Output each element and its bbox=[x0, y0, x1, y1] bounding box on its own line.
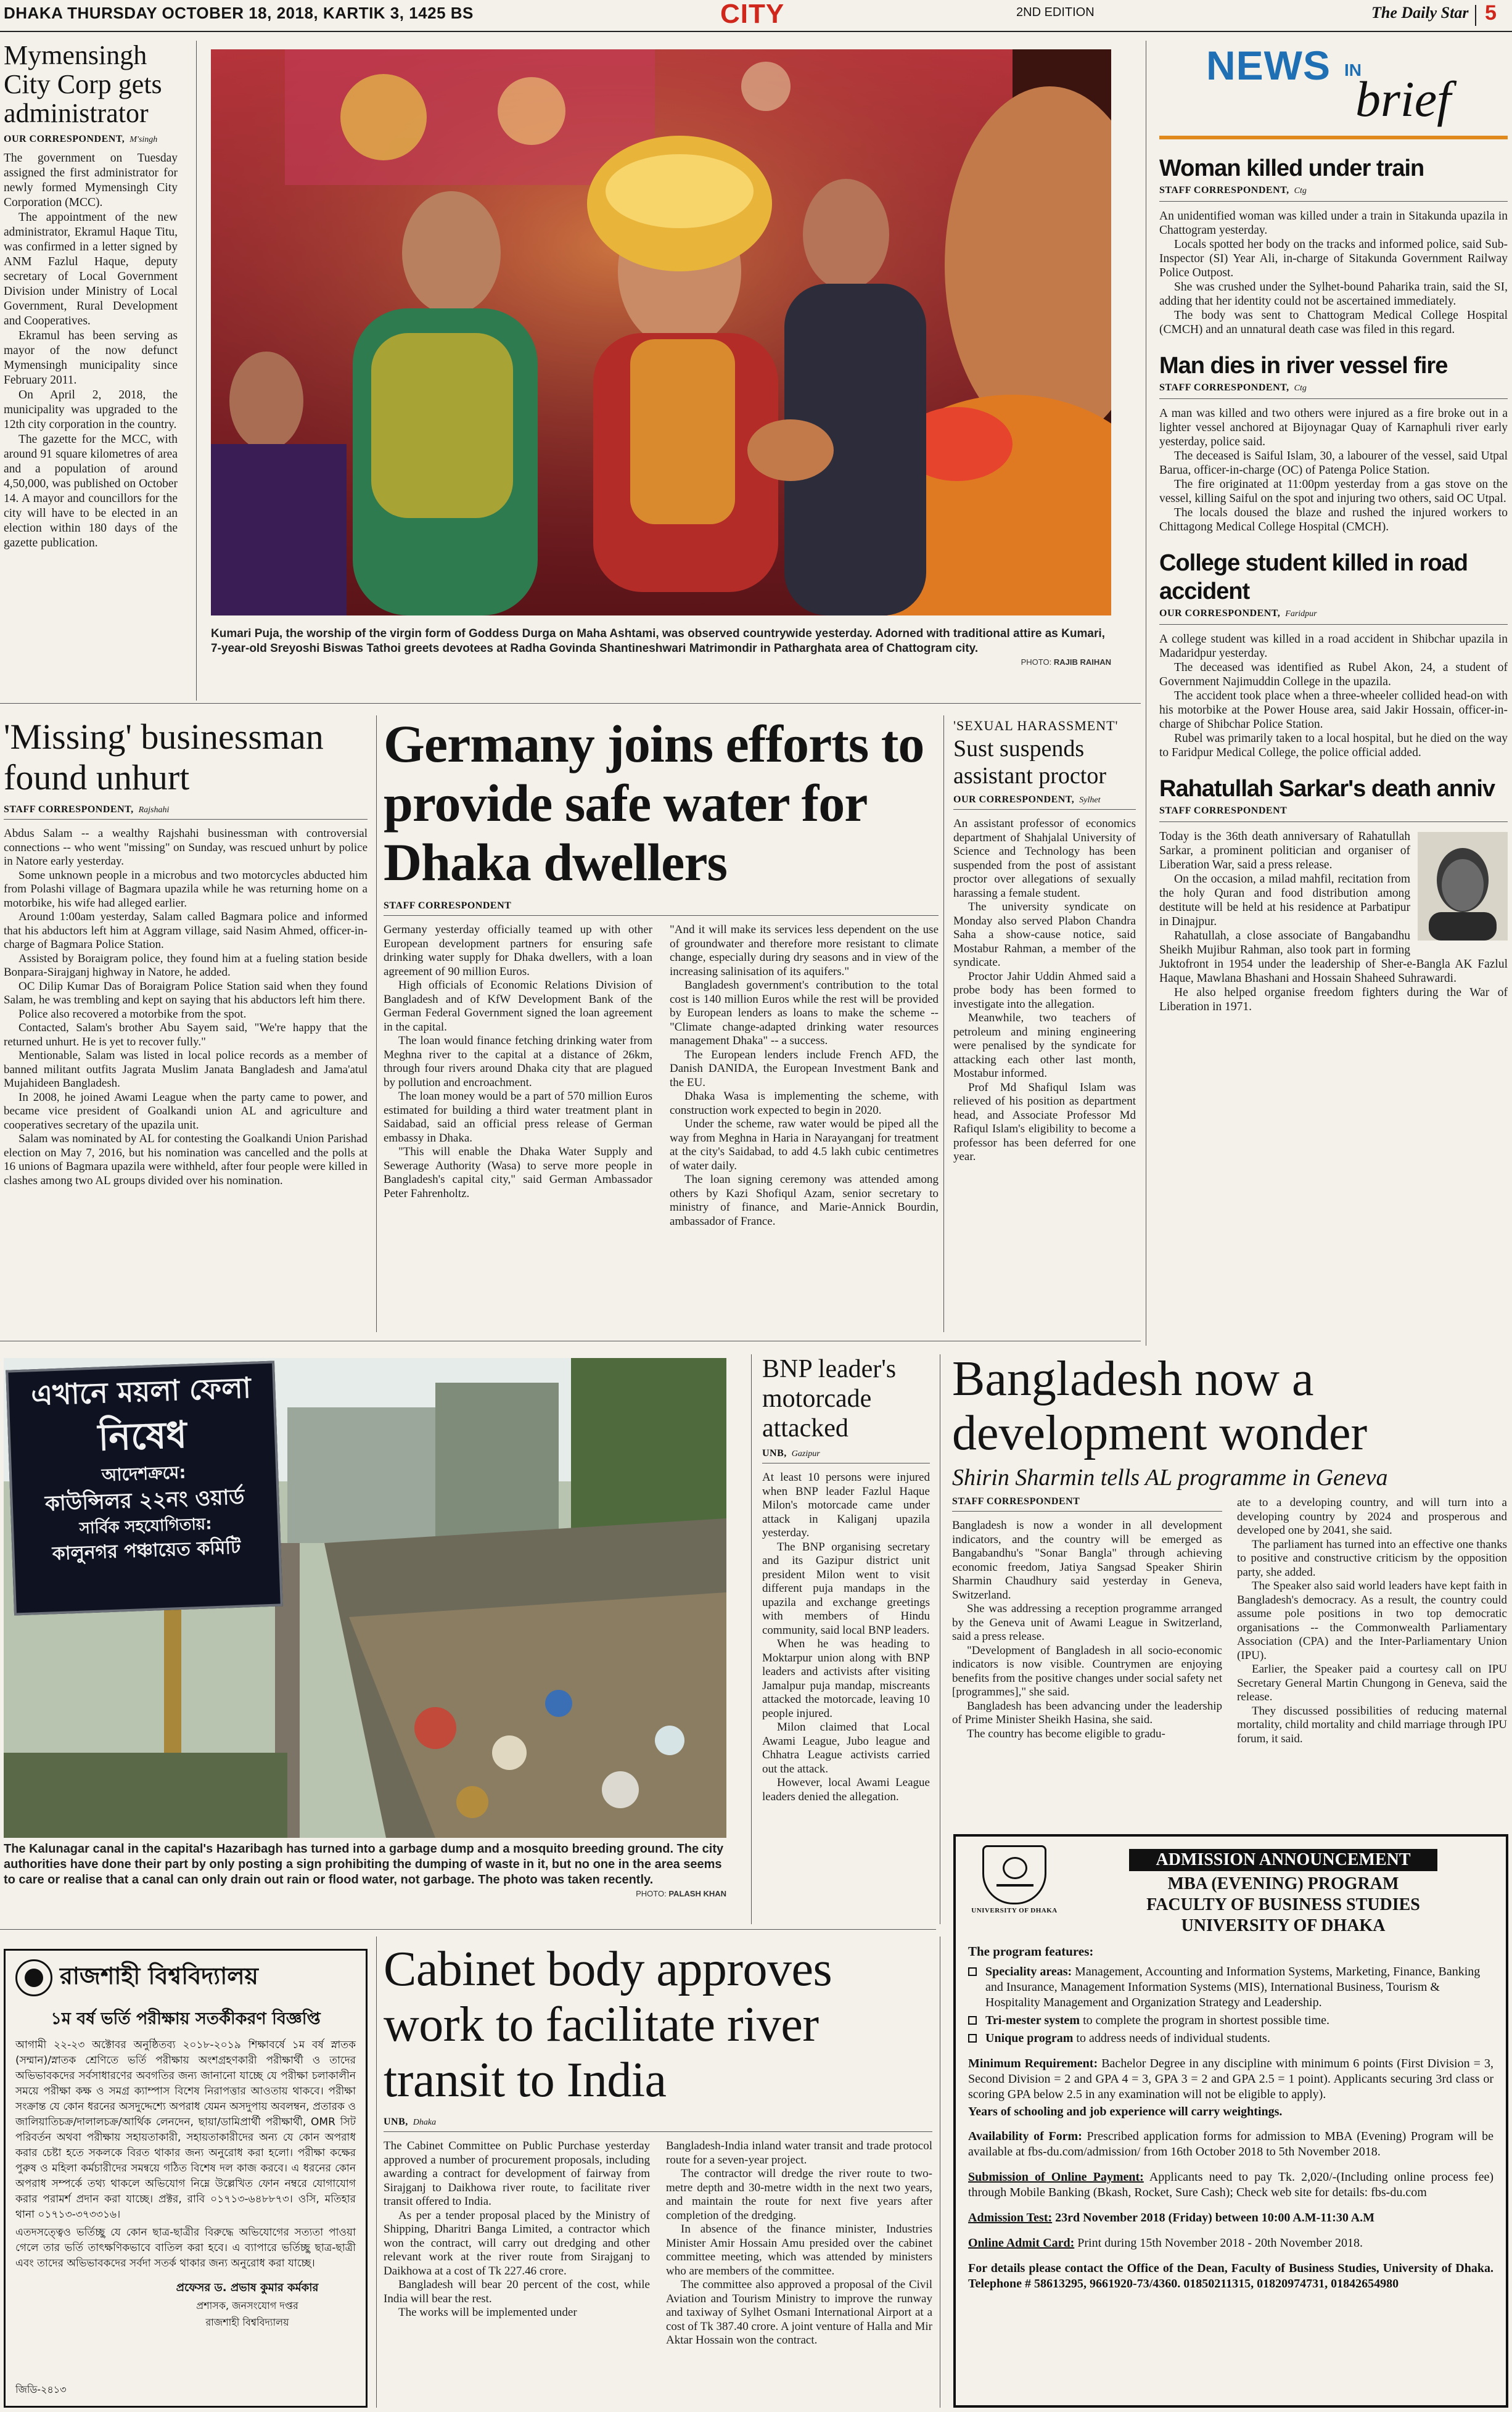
article-body: At least 10 persons were injured when BNP leader Fazlul Haque Milon's motorcade came under attack in Kaliganj upazila yesterday. The BNP organising secretary and its Gazipur district unit president Milon went to visit different puja mandaps in the upazila and exchange greetings with members of Hindu community, said local BNP leaders. When he was heading to Moktarpur union along with BNP leaders and activists after visiting Jamalpur puja mandap, miscreants attacked the motorcade, leaving 10 people injured. Milon claimed that Local Awami League, Jubo league and Chhatra League activists carried out the attack. However, local Awami League leaders denied the allegation. bbox=[762, 1471, 930, 1803]
sign-text: কালুনগর পঞ্চায়েত কমিটি bbox=[52, 1536, 241, 1565]
article-cabinet: Cabinet body approves work to facilitate river transit to India UNB, Dhaka The Cabinet Committee on Public Purchase yesterday approved a number of procurement proposals, including awarding a contract for development of fairway from Sirajganj to Daikhowa river route, to facilitate river transit offered to India. As per a tender proposal placed by the Ministry of Shipping, Dharitri Banga Limited, a contractor which won the contract, will carry out dredging and other relevant work at the river route from Sirajganj to Daikhowa at a cost of Tk 227.46 crore. Bangladesh will bear 20 percent of the cost, while India will bear the rest. The works will be implemented under Bangladesh-India inland water transit and trade protocol route for a seven-year project. The contractor will dredge the river route to two-metre depth and 30-metre width in the next two years, and maintain the route for next five years after completion of the dredging. In absence of the finance minister, Industries Minister Amir Hossain Amu presided over the cabinet committee meeting, which was attended by ministers who are members of the committee. The committee also approved a proposal of the Civil Aviation and Tourism Ministry to improve the runway and taxiway of Sylhet Osmani International Airport at a cost of Tk 387.40 crore. A joint venture of Halla and Mir Aktar Hossain won the contract. bbox=[384, 1942, 932, 2347]
page-number: 5 bbox=[1485, 1, 1497, 25]
portrait-image bbox=[1418, 832, 1508, 941]
article-germany: Germany joins efforts to provide safe water for Dhaka dwellers STAFF CORRESPONDENT Germany yesterday officially teamed up with other European development partners for ensuring safe drinking water supply for Dhaka dwellers, with a loan agreement of 90 million Euros. High officials of Economic Relations Division of Bangladesh and of KfW Development Bank of the German Federal Government signed the loan agreement in the capital. The loan would finance fetching drinking water from Meghna river to the capital at a distance of 26km, through four rivers around Dhaka city that are plagued by pollution and encroachment. The loan money would be a part of 570 million Euros estimated for building a third water treatment plant in Saidabad, said an official press release of German embassy in Dhaka. "This will enable the Dhaka Water Supply and Sewerage Authority (Wasa) to serve more people in Bangladesh's capital city," said German Ambassador Peter Fahrenholtz. "And it will make its services less dependent on the use of groundwater and therefore more resistant to climate change, especially during dry seasons and in view of the increasing salinisation of its aquifers." Bangladesh government's contribution to the total cost is 140 million Euros while the rest will be provided by European lenders as loans to make the scheme -- "Climate change-adapted drinking water resources management Dhaka" -- a success. The European lenders include French AFD, the Danish DANIDA, the European Investment Bank and the EU. Dhaka Wasa is implementing the scheme, with construction work expected to begin in 2020. Under the scheme, raw water would be piped all the way from Meghna in Haria in Narayanganj for treatment at the city's Saidabad, to add 4.5 lakh cubic centimetres of water daily. The loan signing ceremony was attended among others by Kazi Shofiqul Azam, senior secretary to ministry of finance, and Marie-Annick Bourdin, ambassador of France. bbox=[384, 714, 939, 1228]
ad-subtitle: ১ম বর্ষ ভর্তি পরীক্ষায় সতর্কীকরণ বিজ্ঞপ্তি bbox=[51, 2009, 321, 2028]
sign-text: আদেশক্রমে: bbox=[101, 1462, 187, 1486]
article-body-col1: The Cabinet Committee on Public Purchase yesterday approved a number of procurement proposals, including awarding a contract for development of fairway from Sirajganj to Daikhowa river route, to facilitate river transit offered to India. As per a tender proposal placed by the Ministry of Shipping, Dharitri Banga Limited, a contractor which won the contract, will carry out dredging and other relevant work at the river route from Sirajganj to Daikhowa at a cost of Tk 227.46 crore. Bangladesh will bear 20 percent of the cost, while India will bear the rest. The works will be implemented under bbox=[384, 2139, 650, 2319]
announcement-banner: ADMISSION ANNOUNCEMENT bbox=[1129, 1849, 1437, 1871]
brief-item: College student killed in road accident OUR CORRESPONDENT, Faridpur A college student was killed in a road accident in Shibchar upazila in Madaridpur yesterday. The deceased was identified as Rubel Akon, 24, a student of Government Najimuddin College in the upazila. The accident took place when a three-wheeler collided head-on with his motorbike at the Power House area, said Jakir Hossain, officer-in-charge of Shibchar Police Station. Rubel was primarily taken to a local hospital, but he died on the way to Faridpur Medical College, the police official added. bbox=[1159, 550, 1508, 759]
masthead-date: DHAKA THURSDAY OCTOBER 18, 2018, KARTIK 3, 1425 BS bbox=[4, 4, 474, 22]
photo-credit: PHOTO: RAJIB RAIHAN bbox=[1021, 657, 1111, 667]
checkbox-icon bbox=[968, 1967, 977, 1976]
article-mymensingh bbox=[4, 41, 178, 551]
headline: Germany joins efforts to provide safe water for Dhaka dwellers bbox=[384, 714, 924, 892]
no-dumping-sign bbox=[6, 1361, 283, 1616]
article-body-col2: "And it will make its services less dependent on the use of groundwater and therefore more resistant to climate change, especially during dry seasons and in view of the increasing salinisation of its aquifers." Bangladesh government's contribution to the total cost is 140 million Euros while the rest will be provided by European lenders as loans to make the scheme -- "Climate change-adapted drinking water resources management Dhaka" -- a success. The European lenders include French AFD, the Danish DANIDA, the European Investment Bank and the EU. Dhaka Wasa is implementing the scheme, with construction work expected to begin in 2020. Under the scheme, raw water would be piped all the way from Meghna in Haria in Narayanganj for treatment at the city's Saidabad, to add 4.5 lakh cubic centimetres of water daily. The loan signing ceremony was attended among others by Kazi Shofiqul Azam, senior secretary to ministry of finance, and Marie-Annick Bourdin, ambassador of France. bbox=[670, 923, 939, 1228]
headline: 'Missing' businessman found unhurt bbox=[4, 717, 324, 797]
du-emblem-text: UNIVERSITY OF DHAKA bbox=[971, 1907, 1058, 1914]
brief-item: Rahatullah Sarkar's death anniv STAFF CORRESPONDENT Today is the 36th death anniversary of Rahatullah Sarkar, a prominent politician and organiser of Liberation War, said a press release. On the occasion, a milad mahfil, recitation from the holy Quran and food distribution among destitute will be held at his residence at Parbatipur in Dinajpur. Rahatullah, a close associate of Bangabandhu Sheikh Mujibur Rahman, also took part in forming Juktofront in 1954 under the leadership of Sher-e-Bangla AK Fazlul Haque, Mawlana Bhashani and Hossain Shaheed Suhrawardi. He also helped organise freedom fighters during the War of Liberation in 1971. bbox=[1159, 776, 1508, 1013]
news-brief-title: NEWS IN brief bbox=[1159, 38, 1508, 141]
brief-headline: Man dies in river vessel fire bbox=[1159, 353, 1448, 379]
article-body-col2: Bangladesh-India inland water transit and trade protocol route for a seven-year project. The contractor will dredge the river route to two-metre depth and 30-metre width in the next two years, and maintain the route for next five years after completion of the dredging. In absence of the finance minister, Industries Minister Amir Hossain Amu presided over the cabinet committee meeting, which was attended by ministers who are members of the committee. The committee also approved a proposal of the Civil Aviation and Tourism Ministry to improve the runway and taxiway of Sylhet Osmani International Airport at a cost of Tk 387.40 crore. A joint venture of Halla and Mir Aktar Hossain won the contract. bbox=[666, 2139, 932, 2347]
du-emblem-icon bbox=[982, 1845, 1046, 1904]
article-missing: 'Missing' businessman found unhurt STAFF CORRESPONDENT, Rajshahi Abdus Salam -- a wealthy Rajshahi businessman with controversial connections -- who went "missing" on Sunday, was rescued unhurt by police in Natore early yesterday. Some unknown people in a microbus and two motorcycles abducted him from Polashi village of Bagmara upazila while he was returning home on a motorbike, his wife had alleged earlier. Around 1:00am yesterday, Salam called Bagmara police and informed that his abductors left him at Aggram village, said Nasim Ahmed, officer-in-charge of Bagmara Police Station. Assisted by Boraigram police, they found him at a fueling station beside Bonpara-Sirajganj highway in Natore, he added. OC Dilip Kumar Das of Boraigram Police Station said when they found Salam, he was trembling and kept on saying that his abductors left him there. Police also recovered a motorbike from the spot. Contacted, Salam's brother Abu Sayem said, "We're happy that the returned unhurt. He is yet to recover fully." Mentionable, Salam was listed in local police records as a member of banned militant outfits Jagrata Muslim Janata Bangladesh and Jama'atul Mujahideen Bangladesh. In 2008, he joined Awami League when the party came to power, and became vice president of Goalkandi union AL and agriculture and cooperatives secretary of the upazila unit. Salam was nominated by AL for contesting the Goalkandi Union Parishad election on May 7, 2016, but his nomination was cancelled and the polls at 16 unions of Bagmara upazila were withheld, after four people were killed in clashes among two AL groups divided over his nomination. bbox=[4, 717, 368, 1187]
headline: Mymensingh City Corp gets administrator bbox=[4, 40, 162, 128]
sign-text: নিষেধ bbox=[97, 1413, 188, 1460]
paper-name: The Daily Star bbox=[1371, 4, 1469, 22]
ad-body: এতদসত্ত্বেও ভর্তিচ্ছু যে কোন ছাত্র-ছাত্রীর বিরুদ্ধে অভিযোগের সত্যতা পাওয়া গেলে তার ভর্তি তাৎক্ষণিকভাবে বাতিল করা হবে। এ ব্যাপারে ভর্তিচ্ছু ছাত্র-ছাত্রী এবং তাদের অভিভাবকদের সর্বদা সতর্ক থাকার জন্য অনুরোধ করা যাচ্ছে। bbox=[15, 2226, 356, 2270]
article-body: Abdus Salam -- a wealthy Rajshahi businessman with controversial connections -- who went "missing" on Sunday, was rescued unhurt by police in Natore early yesterday. Some unknown people in a microbus and two motorcycles abducted him from Polashi village of Bagmara upazila while he was returning home on a motorbike, his wife had alleged earlier. Around 1:00am yesterday, Salam called Bagmara police and informed that his abductors left him at Aggram village, said Nasim Ahmed, officer-in-charge of Bagmara Police Station. Assisted by Boraigram police, they found him at a fueling station beside Bonpara-Sirajganj highway in Natore, he added. OC Dilip Kumar Das of Boraigram Police Station said when they found Salam, he was trembling and kept on saying that his abductors left him there. Police also recovered a motorbike from the spot. Contacted, Salam's brother Abu Sayem said, "We're happy that the returned unhurt. He is yet to recover fully." Mentionable, Salam was listed in local police records as a member of banned militant outfits Jagrata Muslim Janata Bangladesh and Jama'atul Mujahideen Bangladesh. In 2008, he joined Awami League when the party came to power, and became vice president of Goalkandi union AL and agriculture and cooperatives secretary of the upazila unit. Salam was nominated by AL for contesting the Goalkandi Union Parishad election on May 7, 2016, but his nomination was cancelled and the polls at 16 unions of Bagmara upazila were withheld, after four people were killed in clashes among two AL groups divided over his nomination. bbox=[4, 827, 368, 1187]
kicker: 'SEXUAL HARASSMENT' bbox=[953, 718, 1119, 733]
ad-header bbox=[15, 1958, 356, 1998]
ad-code: জিডি-২৪১৩ bbox=[15, 2384, 67, 2395]
masthead-rule bbox=[0, 31, 1512, 32]
headline: Bangladesh now a development wonder bbox=[952, 1352, 1368, 1460]
article-body: An assistant professor of economics department of Shahjalal University of Science and Technology has been suspended from the post of assistant proctor over allegations of sexually harassing a female student. The university syndicate on Monday also served Plabon Chandra Saha a show-cause notice, said Mostabur Rahman, a member of the syndicate. Proctor Jahir Uddin Ahmed said a probe body has been formed to investigate into the allegation. Meanwhile, two teachers of petroleum and mining engineering were penalised by the syndicate for attacking each other last month, Mostabur informed. Prof Md Shafiqul Islam was relieved of his position as department head, and Associate Professor Md Rafiqul Islam's eligibility to become a professor has been deferred for one year. bbox=[953, 817, 1136, 1163]
du-emblem bbox=[968, 1843, 1061, 1937]
brief-body: A man was killed and two others were injured as a fire broke out in a lighter vessel anchored at Bijoynagar Quay of Karnaphuli river early yesterday, police said. The deceased is Saiful Islam, 30, a labourer of the vessel, said Utpal Barua, officer-in-charge (OC) of Patenga Police Station. The fire originated at 11:00pm yesterday from a gas stove on the vessel, killing Saiful on the spot and injuring two others, said OC Utpal. The locals doused the blaze and rushed the injured workers to Chittagong Medical College Hospital (CMCH). bbox=[1159, 407, 1508, 533]
canal-caption-block bbox=[4, 1842, 726, 1898]
sign-text: সার্বিক সহযোগিতায়: bbox=[79, 1515, 213, 1538]
article-body: The government on Tuesday assigned the first administrator for newly formed Mymensingh City Corporation (MCC). The appointment of the new administrator, Ekramul Haque Titu, was confirmed in a letter signed by ANM Fazlul Haque, deputy secretary of Local Government Division under Ministry of Local Government, Rural Development and Cooperatives. Ekramul has been serving as mayor of the now defunct Mymensingh municipality since February 2011. On April 2, 2018, the municipality was upgraded to the 12th city corporation in the country. The gazette for the MCC, with around 91 square kilometres of area and a population of around 4,50,000, was published on October 14. A mayor and councillors for the city will have to be elected in an election within 180 days of the gazette publication. bbox=[4, 152, 178, 549]
subhead: Shirin Sharmin tells AL programme in Geneva bbox=[952, 1465, 1388, 1491]
headline: BNP leader's motorcade attacked bbox=[762, 1355, 897, 1443]
edition-label: 2ND EDITION bbox=[1016, 6, 1095, 19]
ad-signature: প্রফেসর ড. প্রভাষ কুমার কর্মকার প্রশাসক, জনসংযোগ দপ্তর রাজশাহী বিশ্ববিদ্যালয় bbox=[176, 2281, 319, 2328]
kumari-caption-block bbox=[211, 627, 1111, 667]
article-body-col1: Bangladesh is now a wonder in all development indicators, and the country will be emerged as Bangabandhu's "Sonar Bangla" through achieving economic freedom, Jatiya Sangsad Speaker Shirin Sharmin Chaudhury said yesterday in Geneva, Switzerland. She was addressing a reception programme arranged by the Geneva unit of Awami League in Switzerland, said a press release. "Development of Bangladesh in all socio-economic indicators is now visible. Countrymen are enjoying benefits from the positive changes under social safety net [programmes]," she said. Bangladesh has been advancing under the leadership of Prime Minister Sheikh Hasina, she said. The country has become eligible to gradu- bbox=[952, 1519, 1222, 1740]
brief-headline: College student killed in road accident bbox=[1159, 550, 1468, 604]
article-development: Bangladesh now a development wonder Shirin Sharmin tells AL programme in Geneva STAFF CORRESPONDENT Bangladesh is now a wonder in all development indicators, and the country will be emerged as Bangabandhu's "Sonar Bangla" through achieving economic freedom, Jatiya Sangsad Speaker Shirin Sharmin Chaudhury said yesterday in Geneva, Switzerland. She was addressing a reception programme arranged by the Geneva unit of Awami League in Switzerland, said a press release. "Development of Bangladesh in all socio-economic indicators is now visible. Countrymen are enjoying benefits from the positive changes under social safety net [programmes]," she said. Bangladesh has been advancing under the leadership of Prime Minister Sheikh Hasina, she said. The country has become eligible to gradu- ate to a developing country, and will turn into a developing country by 2024 and prosperous and developed one by 2041, she said. The parliament has turned into an effective one thanks to positive and constructive criticism by the opposition party, she added. The Speaker also said world leaders have kept faith in Bangladesh's democracy. As a result, the country could assume pole positions in two top democratic organisations -- the Commonwealth Parliamentary Association (CPA) and the Inter-Parliamentary Union (IPU). Earlier, the Speaker paid a courtesy call on IPU Secretary General Martin Chungong in Geneva, said the release. They discussed possibilities of reducing maternal mortality, child mortality and child marriage through IPU forum, it said. bbox=[952, 1352, 1507, 1745]
brief-body: A college student was killed in a road accident in Shibchar upazila in Madaridpur yesterday. The deceased was identified as Rubel Akon, 24, a student of Government Najimuddin College in the upazila. The accident took place when a three-wheeler collided head-on with his motorbike at the Power House area, said Jakir Hossain, officer-in-charge of Shibchar Police Station. Rubel was primarily taken to a local hospital, but he died on the way to Faridpur Medical College, the police official added. bbox=[1159, 633, 1508, 759]
rajshahi-notice-ad bbox=[4, 1949, 368, 2408]
masthead bbox=[0, 0, 1512, 30]
brief-body: An unidentified woman was killed under a train in Sitakunda upazila in Chattogram yesterday. Locals spotted her body on the tracks and informed police, said Sub-Inspector (SI) Year Ali, in-charge of Sitakunda Government Railway Police Outpost. She was crushed under the Sylhet-bound Paharika train, said the SI, adding that her identity could not be ascertained immediately. The body was sent to Chattogram Medical College Hospital (CMCH) and an unnatural death case was filed in this regard. bbox=[1159, 210, 1508, 336]
sign-text: এখানে ময়লা ফেলা bbox=[30, 1370, 252, 1412]
section-label: CITY bbox=[720, 0, 785, 29]
article-bnp: BNP leader's motorcade attacked UNB, Gazipur At least 10 persons were injured when BNP leader Fazlul Haque Milon's motorcade came under attack in Kaliganj upazila yesterday. The BNP organising secretary and its Gazipur district unit president Milon went to visit different puja mandaps in the upazila and exchange greetings with members of Hindu community, said local BNP leaders. When he was heading to Moktarpur union along with BNP leaders and activists after visiting Jamalpur puja mandap, miscreants attacked the motorcade, leaving 10 people injured. Milon claimed that Local Awami League, Jubo league and Chhatra League activists carried out the attack. However, local Awami League leaders denied the allegation. bbox=[762, 1355, 930, 1803]
university-emblem-icon bbox=[15, 1959, 52, 1996]
kumari-puja-image bbox=[211, 49, 1111, 615]
article-harassment: 'SEXUAL HARASSMENT' Sust suspends assistant proctor OUR CORRESPONDENT, Sylhet An assistant professor of economics department of Shahjalal University of Science and Technology has been suspended from the post of assistant proctor over allegations of sexually harassing a female student. The university syndicate on Monday also served Plabon Chandra Saha a show-cause notice, said Mostabur Rahman, a member of the syndicate. Proctor Jahir Uddin Ahmed said a probe body has been formed to investigate into the allegation. Meanwhile, two teachers of petroleum and mining engineering were penalised by the syndicate for attacking each other last month, Mostabur informed. Prof Md Shafiqul Islam was relieved of his position as department head, and Associate Professor Md Rafiqul Islam's eligibility to become a professor has been deferred for one year. bbox=[953, 718, 1136, 1163]
brief-body: Today is the 36th death anniversary of Rahatullah Sarkar, a prominent politician and organiser of Liberation War, said a press release. On the occasion, a milad mahfil, recitation from the holy Quran and food distribution among destitute will be held at his residence at Parbatipur in Dinajpur. Rahatullah, a close associate of Bangabandhu Sheikh Mujibur Rahman, also took part in forming Juktofront in 1954 under the leadership of Sher-e-Bangla AK Fazlul Haque, Mawlana Bhashani and Hossain Shaheed Suhrawardi. He also helped organise freedom fighters during the War of Liberation in 1971. bbox=[1159, 830, 1508, 1013]
byline: OUR CORRESPONDENT, M'singh bbox=[4, 134, 158, 144]
article-body-col2: ate to a developing country, and will turn into a developing country by 2024 and prosperous and developed one by 2041, she said. The parliament has turned into an effective one thanks to positive and constructive criticism by the opposition party, she added. The Speaker also said world leaders have kept faith in Bangladesh's democracy. As a result, the country could assume pole positions in two top democratic organisations -- the Commonwealth Parliamentary Association (CPA) and the Inter-Parliamentary Union (IPU). Earlier, the Speaker paid a courtesy call on IPU Secretary General Martin Chungong in Geneva, said the release. They discussed possibilities of reducing maternal mortality, child mortality and child marriage through IPU forum, it said. bbox=[1237, 1496, 1507, 1745]
checkbox-icon bbox=[968, 2016, 977, 2025]
photo-caption: The Kalunagar canal in the capital's Hazaribagh has turned into a garbage dump and a mosquito breeding ground. The city authorities have done their part by only posting a sign prohibiting the dumping of waste in it, but no one in the area seems to care or realise that a canal can only drain out rain or flood water, not garbage. The photo was taken recently. bbox=[4, 1842, 724, 1887]
kumari-puja-photo bbox=[211, 49, 1111, 615]
article-body-col1: Germany yesterday officially teamed up with other European development partners for ensuring safe drinking water supply for Dhaka dwellers, with a loan agreement of 90 million Euros. High officials of Economic Relations Division of Bangladesh and of KfW Development Bank of the German Federal Government signed the loan agreement in the capital. The loan would finance fetching drinking water from Meghna river to the capital at a distance of 26km, through four rivers around Dhaka city that are plagued by pollution and encroachment. The loan money would be a part of 570 million Euros estimated for building a third water treatment plant in Saidabad, said an official press release of German embassy in Dhaka. "This will enable the Dhaka Water Supply and Sewerage Authority (Wasa) to serve more people in Bangladesh's capital city," said German Ambassador Peter Fahrenholtz. bbox=[384, 923, 652, 1200]
brief-item: Man dies in river vessel fire STAFF CORRESPONDENT, Ctg A man was killed and two others were injured as a fire broke out in a lighter vessel anchored at Bijoynagar Quay of Karnaphuli river early yesterday, police said. The deceased is Saiful Islam, 30, a labourer of the vessel, said Utpal Barua, officer-in-charge (OC) of Patenga Police Station. The fire originated at 11:00pm yesterday from a gas stove on the vessel, killing Saiful on the spot and injuring two others, said OC Utpal. The locals doused the blaze and rushed the injured workers to Chittagong Medical College Hospital (CMCH). bbox=[1159, 353, 1508, 533]
photo-caption: Kumari Puja, the worship of the virgin form of Goddess Durga on Maha Ashtami, was observed countrywide yesterday. Adorned with traditional attire as Kumari, 7-year-old Sreyoshi Biswas Tathoi greets devotees at Radha Govinda Shantineshwari Matrimondir in Patharghata area of Chattogram city. bbox=[211, 627, 1105, 655]
portrait-photo bbox=[1418, 832, 1508, 941]
ad-body: আগামী ২২-২৩ অক্টোবর অনুষ্ঠিতব্য ২০১৮-২০১৯ শিক্ষাবর্ষে ১ম বর্ষ স্নাতক (সম্মান)/স্নাতক শ্রেণিতে ভর্তি পরীক্ষায় অংশগ্রহণকারী পরীক্ষার্থী ও তাদের অভিভাবকদের সর্বসাধারণের অবগতির জন্য জানানো যাচ্ছে যে পরীক্ষা চলাকালীন সময়ে পরীক্ষা কক্ষ ও সমগ্র ক্যাম্পাস বিশেষ নিরাপত্তার আওতায় থাকবে। পরীক্ষা সংক্রান্ত যে কোন ধরনের অসদুদ্দেশ্যে অপরাধ যেমন অসদুপায় অবলম্বন, প্রতারক ও জালিয়াতিচক্র/দালালচক্র/আর্থিক লেনদেন, ছায়া/ডামিপ্রার্থী পরীক্ষার্থী, OMR সিট পরিবর্তন অথবা পরীক্ষায় সহায়তাকারী, সহায়তাকারীদের অন্য যে কোন অপরাধ করার চেষ্টা হতে সকলকে বিরত থাকার জন্য অনুরোধ করা হলো। পরীক্ষা কক্ষের পুরুষ ও মহিলা কর্মচারীদের সমন্বয়ে গঠিত বিশেষ দল কাজ করবে। এ ধরনের কোন অপরাধ সম্পর্কে তথ্য থাকলে অভিযোগ নিম্নে উল্লেখিত ফোন নম্বরে যোগাযোগ করার পরামর্শ প্রদান করা যাচ্ছে। প্রক্টর, রাবি ০১৭১৩-৬৪৮৮৭৩। ওসি, মতিহার থানা ০১৭১৩-৩৭৩৩১৬। bbox=[15, 2039, 356, 2221]
headline: Sust suspends assistant proctor bbox=[953, 736, 1107, 789]
brief-item: Woman killed under train STAFF CORRESPONDENT, Ctg An unidentified woman was killed under a train in Sitakunda upazila in Chattogram yesterday. Locals spotted her body on the tracks and informed police, said Sub-Inspector (SI) Year Ali, in-charge of Sitakunda Government Railway Police Outpost. She was crushed under the Sylhet-bound Paharika train, said the SI, adding that her identity could not be ascertained immediately. The body was sent to Chattogram Medical College Hospital (CMCH) and an unnatural death case was filed in this regard. bbox=[1159, 155, 1508, 336]
dhaka-university-admission-ad: UNIVERSITY OF DHAKA ADMISSION ANNOUNCEMENT MBA (EVENING) PROGRAM FACULTY OF BUSINESS STUDIES UNIVERSITY OF DHAKA The program features: Speciality areas: Management, Accounting and Information Systems, Marketing, Finance, Banking and Insurance, Management Information Systems (MIS), International Business, Tourism & Hospitality Management and Organization Strategy and Leadership. Tri-mester system to complete the program in shortest possible time. Unique program to address needs of individual students. Minimum Requirement: Bachelor Degree in any discipline with minimum 6 points (First Division = 3, Second Division = 2 and GPA 4 = 3, GPA 3 = 2 and GPA 2.5 = 1 point). Applicants securing 3rd class or scoring GPA below 2.5 in any examination will not be eligible to apply). Years of schooling and job experience will carry weightings. Availability of Form: Prescribed application forms for admission to MBA (Evening) Program will be available at fbs-du.com/admission/ from 16th October 2018 to 5th November 2018. Submission of Online Payment: Applicants need to pay Tk. 2,020/-(Including online process fee) through Mobile Banking (Bkash, Rocket, Sure Cash); Check web site for details: fbs-du.com Admission Test: 23rd November 2018 (Friday) between 10:00 A.M-11:30 A.M Online Admit Card: Print during 15th November 2018 - 20th November 2018. For details please contact the Office of the Dean, Faculty of Business Studies, University of Dhaka. Telephone # 58613295, 9661920-73/4360. 01850211315, 01820974731, 01842654980 bbox=[953, 1834, 1508, 2408]
sign-text: কাউন্সিলর ২২নং ওয়ার্ড bbox=[44, 1484, 245, 1517]
news-in-brief bbox=[1159, 38, 1508, 1014]
canal-photo bbox=[4, 1358, 726, 1838]
photo-credit: PHOTO: PALASH KHAN bbox=[636, 1889, 726, 1898]
ad-title: রাজশাহী বিশ্ববিদ্যালয় bbox=[60, 1962, 258, 1990]
checkbox-icon bbox=[968, 2034, 977, 2043]
brief-headline: Woman killed under train bbox=[1159, 155, 1424, 181]
headline: Cabinet body approves work to facilitate river transit to India bbox=[384, 1942, 832, 2107]
brief-headline: Rahatullah Sarkar's death anniv bbox=[1159, 776, 1495, 802]
